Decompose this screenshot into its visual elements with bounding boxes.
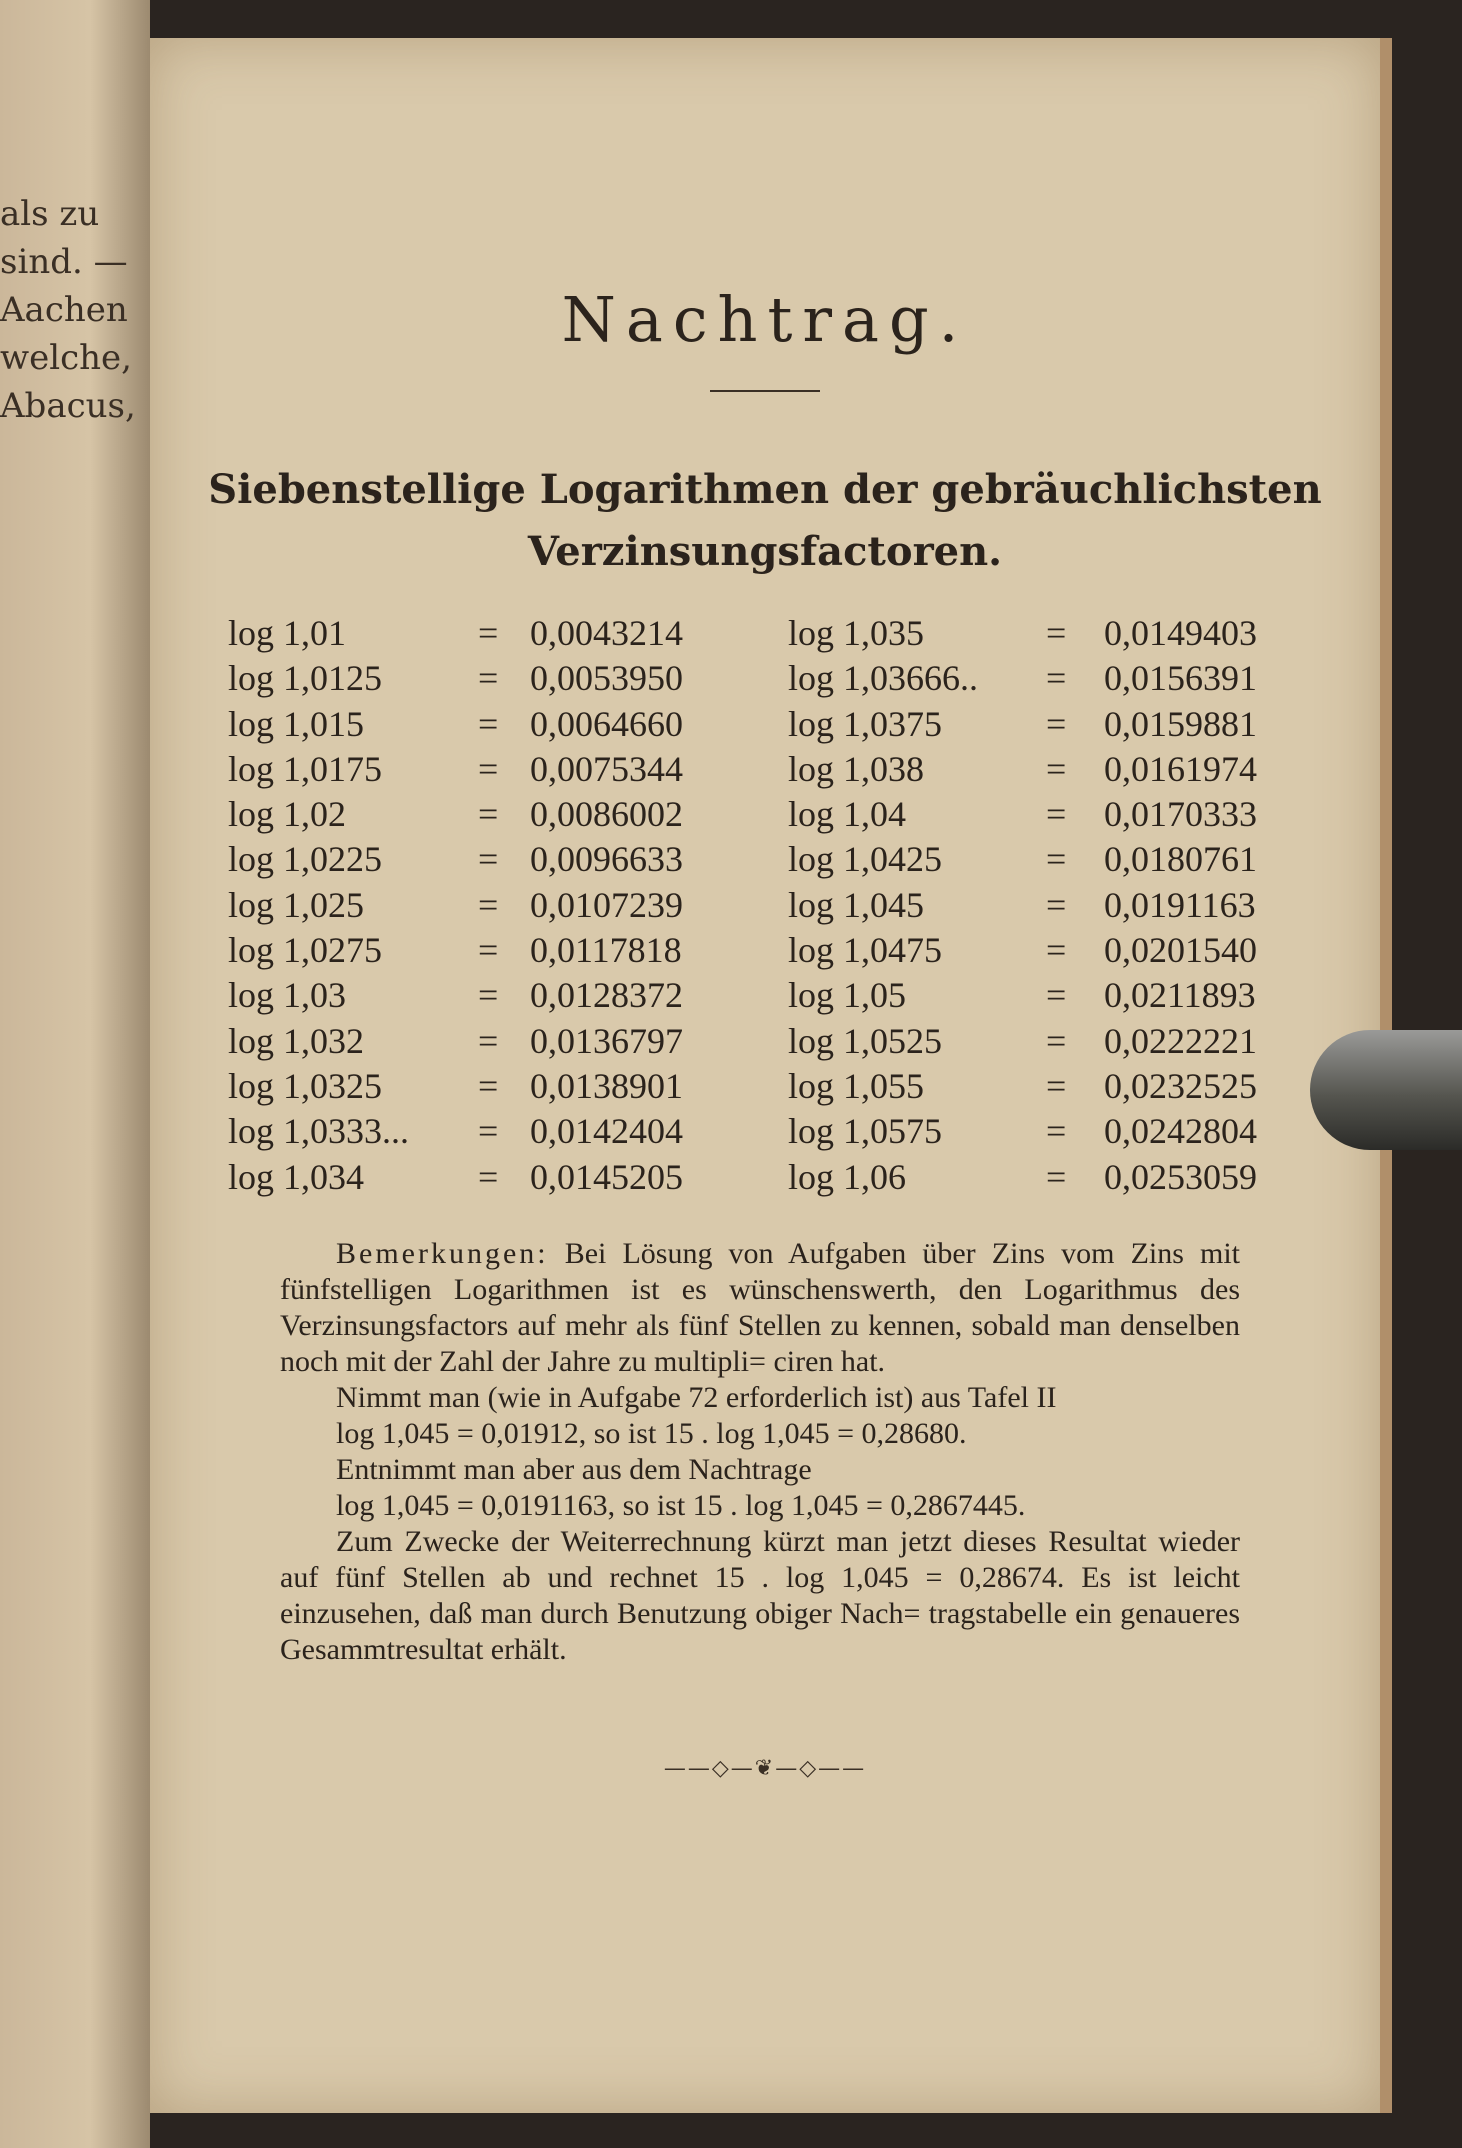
log-value: 0,0086002 bbox=[530, 794, 683, 835]
log-value: 0,0149403 bbox=[1104, 613, 1257, 653]
page-title: Nachtrag. bbox=[561, 283, 969, 356]
log-argument: log 1,03666.. bbox=[788, 658, 979, 699]
log-argument: log 1,0325 bbox=[228, 1065, 383, 1106]
log-value: 0,0117818 bbox=[530, 930, 682, 971]
facing-line: Abacus, bbox=[0, 386, 136, 426]
log-value: 0,0191163 bbox=[1104, 884, 1256, 925]
equals-sign: = bbox=[478, 748, 499, 789]
log-argument: log 1,03 bbox=[228, 975, 347, 1016]
log-argument: log 1,02 bbox=[228, 794, 347, 835]
log-argument: log 1,032 bbox=[228, 1020, 365, 1061]
equals-sign: = bbox=[478, 703, 499, 744]
log-argument: log 1,034 bbox=[228, 1156, 365, 1197]
metal-bookmark-clip bbox=[1310, 1030, 1462, 1150]
log-argument: log 1,0375 bbox=[788, 703, 943, 744]
book-page bbox=[150, 38, 1392, 2113]
equals-sign: = bbox=[1046, 1065, 1067, 1106]
equals-sign: = bbox=[478, 1111, 499, 1152]
equals-sign: = bbox=[478, 1020, 499, 1061]
remarks-paragraph-4: Zum Zwecke der Weiterrechnung kürzt man jetzt dieses Resultat wieder auf fünf Stellen ab und rechnet 15 . log 1,045 = 0,28674. Es ist leicht einzusehen, daß man durch Benutzung obiger Nach= tragstabelle ein genaueres Gesammtresultat erhält. bbox=[280, 1525, 1240, 1666]
facing-line: Aachen bbox=[0, 290, 128, 330]
log-value: 0,0180761 bbox=[1104, 839, 1257, 880]
equals-sign: = bbox=[478, 930, 499, 971]
facing-line: welche, bbox=[0, 338, 132, 378]
log-argument: log 1,0425 bbox=[788, 839, 943, 880]
log-value: 0,0142404 bbox=[530, 1111, 683, 1152]
remarks-label: Bemerkungen: bbox=[336, 1237, 549, 1270]
section-heading-line-1: Siebenstellige Logarithmen der gebräuchlichsten bbox=[208, 466, 1322, 513]
remarks-paragraph-2: Nimmt man (wie in Aufgabe 72 erforderlich ist) aus Tafel II bbox=[336, 1381, 1057, 1414]
log-argument: log 1,01 bbox=[228, 613, 347, 653]
equals-sign: = bbox=[1046, 930, 1067, 971]
log-argument: log 1,0225 bbox=[228, 839, 383, 880]
log-argument: log 1,0125 bbox=[228, 658, 383, 699]
log-argument: log 1,06 bbox=[788, 1156, 907, 1197]
end-ornament: ——◇—❦—◇—— bbox=[663, 1756, 867, 1781]
equals-sign: = bbox=[1046, 658, 1067, 699]
log-value: 0,0201540 bbox=[1104, 930, 1257, 971]
log-value: 0,0222221 bbox=[1104, 1020, 1257, 1061]
remarks-formula-2: log 1,045 = 0,0191163, so ist 15 . log 1,045 = 0,2867445. bbox=[336, 1489, 1026, 1522]
equals-sign: = bbox=[1046, 839, 1067, 880]
equals-sign: = bbox=[1046, 1020, 1067, 1061]
log-value: 0,0156391 bbox=[1104, 658, 1257, 699]
log-value: 0,0053950 bbox=[530, 658, 683, 699]
equals-sign: = bbox=[1046, 748, 1067, 789]
log-argument: log 1,05 bbox=[788, 975, 907, 1016]
log-value: 0,0128372 bbox=[530, 975, 683, 1016]
facing-line: sind. — bbox=[0, 242, 128, 282]
remarks-formula-1: log 1,045 = 0,01912, so ist 15 . log 1,045 = 0,28680. bbox=[336, 1417, 967, 1450]
equals-sign: = bbox=[1046, 975, 1067, 1016]
log-value: 0,0170333 bbox=[1104, 794, 1257, 835]
log-value: 0,0138901 bbox=[530, 1065, 683, 1106]
facing-page-text bbox=[0, 190, 140, 430]
equals-sign: = bbox=[478, 794, 499, 835]
equals-sign: = bbox=[1046, 884, 1067, 925]
equals-sign: = bbox=[478, 884, 499, 925]
facing-page-edge bbox=[0, 0, 150, 2148]
log-value: 0,0136797 bbox=[530, 1020, 683, 1061]
log-argument: log 1,035 bbox=[788, 613, 925, 653]
log-value: 0,0253059 bbox=[1104, 1156, 1257, 1197]
log-argument: log 1,055 bbox=[788, 1065, 925, 1106]
log-argument: log 1,0575 bbox=[788, 1111, 943, 1152]
equals-sign: = bbox=[478, 839, 499, 880]
log-value: 0,0075344 bbox=[530, 748, 683, 789]
log-argument: log 1,015 bbox=[228, 703, 365, 744]
title-divider bbox=[710, 390, 820, 392]
log-argument: log 1,04 bbox=[788, 794, 907, 835]
log-argument: log 1,0333... bbox=[228, 1111, 410, 1152]
equals-sign: = bbox=[1046, 613, 1067, 653]
log-argument: log 1,045 bbox=[788, 884, 925, 925]
log-argument: log 1,0275 bbox=[228, 930, 383, 971]
equals-sign: = bbox=[1046, 794, 1067, 835]
log-argument: log 1,038 bbox=[788, 748, 925, 789]
equals-sign: = bbox=[1046, 1111, 1067, 1152]
log-value: 0,0043214 bbox=[530, 613, 683, 653]
log-value: 0,0145205 bbox=[530, 1156, 683, 1197]
equals-sign: = bbox=[478, 1156, 499, 1197]
log-argument: log 1,0525 bbox=[788, 1020, 943, 1061]
equals-sign: = bbox=[478, 1065, 499, 1106]
equals-sign: = bbox=[478, 613, 499, 653]
remarks-text: Bei Lösung von Aufgaben über Zins vom Zins mit fünfstelligen Logarithmen ist es wünschenswerth, den Logarithmus des Verzinsungsfactors auf mehr als fünf Stellen zu kennen, sobald man denselben noch mit der Zahl der Jahre zu multipli= ciren hat. bbox=[280, 1237, 1241, 1378]
log-argument: log 1,0475 bbox=[788, 930, 943, 971]
equals-sign: = bbox=[1046, 1156, 1067, 1197]
remarks-paragraph-1 bbox=[280, 1236, 1240, 1380]
log-value: 0,0232525 bbox=[1104, 1065, 1257, 1106]
log-argument: log 1,0175 bbox=[228, 748, 383, 789]
log-value: 0,0107239 bbox=[530, 884, 683, 925]
log-value: 0,0096633 bbox=[530, 839, 683, 880]
log-value: 0,0161974 bbox=[1104, 748, 1257, 789]
section-heading-line-2: Verzinsungsfactoren. bbox=[527, 528, 1003, 575]
equals-sign: = bbox=[478, 658, 499, 699]
log-value: 0,0242804 bbox=[1104, 1111, 1257, 1152]
log-argument: log 1,025 bbox=[228, 884, 365, 925]
log-value: 0,0159881 bbox=[1104, 703, 1257, 744]
log-value: 0,0064660 bbox=[530, 703, 683, 744]
remarks-paragraph-3: Entnimmt man aber aus dem Nachtrage bbox=[336, 1453, 812, 1486]
equals-sign: = bbox=[1046, 703, 1067, 744]
equals-sign: = bbox=[478, 975, 499, 1016]
log-value: 0,0211893 bbox=[1104, 975, 1256, 1016]
facing-line: als zu bbox=[0, 194, 100, 234]
remarks-section bbox=[280, 1236, 1240, 1668]
